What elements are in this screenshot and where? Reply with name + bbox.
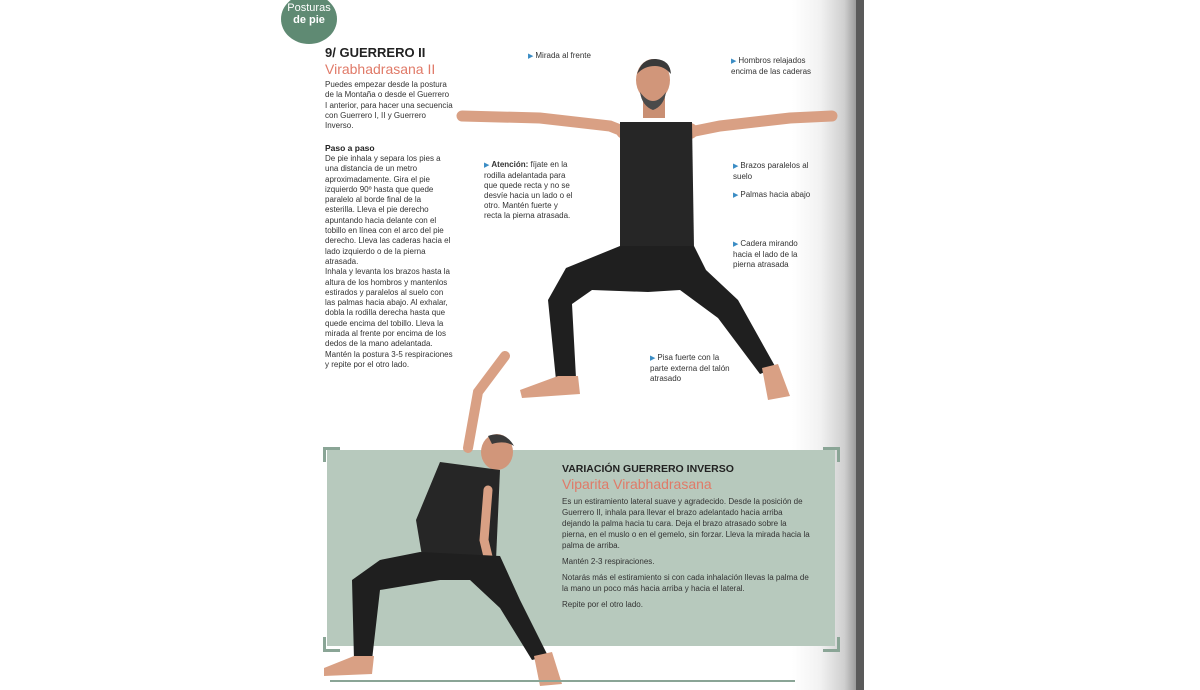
badge-line2: de pie (293, 14, 325, 26)
pose-sanskrit-name: Virabhadrasana II (325, 61, 436, 77)
annotation-heel: ▶ Pisa fuerte con la parte externa del talón atrasado (650, 353, 730, 383)
variation-paragraph: Es un estiramiento lateral suave y agradecido. Desde la posición de Guerrero II, inhala para llevar el brazo adelantado hacia arriba dejando la palma hacia tu cara. Deja el brazo atrasado sobre la pierna, en el muslo o en el gemelo, sin forzar. Lleva la mirada hacia la palma de arriba. (562, 497, 810, 550)
warrior-two-figure (462, 59, 832, 400)
step-paragraph: Mantén la postura 3-5 respiraciones y repite por el otro lado. (325, 349, 453, 369)
variation-sanskrit-name: Viparita Virabhadrasana (562, 476, 712, 492)
annotation-arms: ▶ Brazos paralelos al suelo (733, 161, 809, 181)
step-paragraph: Inhala y levanta los brazos hasta la altura de los hombros y mantenlos estirados y paralelos al suelo con las palmas hacia abajo. Al exhalar, dobla la rodilla derecha hasta que quede encima del tobillo. Lleva la mirada al frente por encima de los dedos de la mano adelantada. (325, 267, 450, 349)
variation-heading: VARIACIÓN GUERRERO INVERSO (562, 463, 734, 475)
annotation-shoulders: ▶ Hombros relajados encima de las caderas (731, 56, 812, 76)
annotation-palms: ▶ Palmas hacia abajo (733, 190, 811, 199)
bottom-rule (330, 680, 795, 682)
reverse-warrior-figure (324, 356, 562, 686)
variation-text (562, 496, 810, 615)
annotation-gaze: ▶ Mirada al frente (528, 51, 591, 60)
variation-paragraph: Mantén 2-3 respiraciones. (562, 557, 655, 566)
badge-line1: Posturas (287, 2, 331, 14)
step-paragraph: De pie inhala y separa los pies a una distancia de un metro aproximadamente. Gira el pie izquierdo 90º hasta que quede paralelo al borde final de la esterilla. Lleva el pie derecho apuntando hacia delante con el tobillo en línea con el arco del pie derecho. Lleva las caderas hacia el lado izquierdo o de la pierna atrasada. (325, 154, 451, 266)
variation-paragraph: Repite por el otro lado. (562, 600, 643, 609)
variation-paragraph: Notarás más el estiramiento si con cada inhalación llevas la palma de la mano un poco más hacia arriba y hacia el lateral. (562, 573, 809, 593)
annotation-attention: ▶ Atención: fíjate en la rodilla adelantada para que quede recta y no se desvíe hacia un lado o el otro. Mantén fuerte y recta la pierna atrasada. (484, 160, 573, 220)
step-heading: Paso a paso (325, 143, 375, 153)
annotation-hip: ▶ Cadera mirando hacia el lado de la pierna atrasada (733, 239, 798, 269)
pose-intro: Puedes empezar desde la postura de la Montaña o desde el Guerrero I anterior, para hacer una secuencia con Guerrero I, II y Guerrero Inverso. (325, 80, 453, 131)
pose-title: 9/ GUERRERO II (325, 45, 426, 60)
